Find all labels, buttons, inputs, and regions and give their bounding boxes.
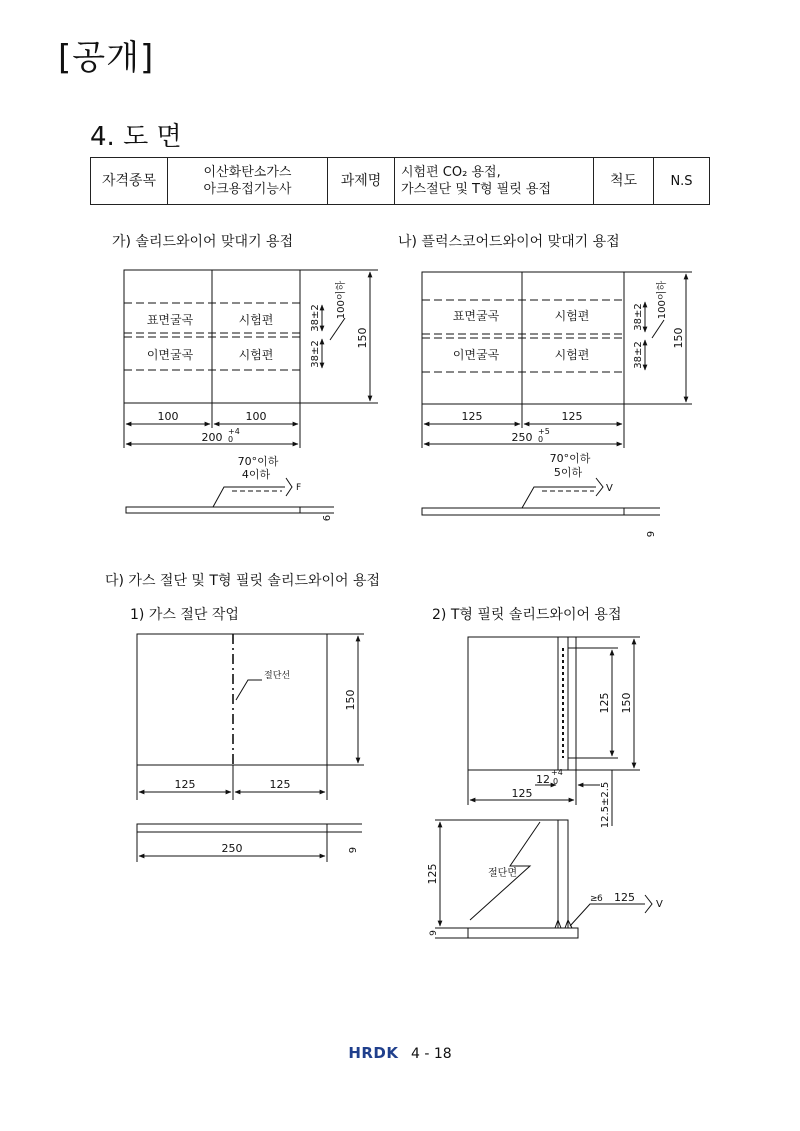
c2-fillet-prefix: ≥	[590, 894, 598, 904]
drawing-c1	[137, 634, 364, 862]
c1-dim-150: 150	[344, 689, 357, 711]
plate-c2-outline	[468, 637, 576, 770]
c1-dim-125-left: 125	[174, 778, 196, 791]
drawing-b-labels	[453, 280, 685, 537]
b-specimen-label-1: 시험편	[554, 309, 590, 323]
c2-dim-125-base: 125	[511, 787, 533, 800]
a-symbol: F	[296, 483, 302, 493]
b-dim-125-left: 125	[461, 410, 483, 423]
leader-a-weld	[213, 487, 285, 507]
qual-value-line-1: 이산화탄소가스	[203, 165, 292, 180]
plate-a-side	[126, 507, 300, 513]
plate-c1-outline	[137, 634, 327, 765]
a-dim-below-100: 100이하	[336, 280, 347, 320]
c1-thickness: 9	[348, 846, 359, 854]
leader-c2-fillet	[570, 904, 645, 926]
subtitle-c: 다) 가스 절단 및 T형 필릿 솔리드와이어 용접	[105, 573, 381, 589]
subtitle-b: 나) 플럭스코어드와이어 맞대기 용접	[398, 234, 620, 250]
plate-c2-web-side	[558, 820, 568, 928]
drawing-a-labels	[147, 280, 369, 521]
b-specimen-label-2: 시험편	[554, 348, 590, 362]
c1-cut-line-label: 절단선	[264, 671, 291, 681]
plate-c1-side	[137, 824, 327, 832]
a-dim-100-right: 100	[245, 410, 267, 423]
subtitle-c1: 1) 가스 절단 작업	[130, 607, 239, 623]
b-tol-zero: 0	[538, 435, 544, 444]
c2-dim-12: 12	[536, 773, 550, 786]
b-dim-125-right: 125	[561, 410, 583, 423]
page-number: 4 - 18	[410, 1046, 452, 1062]
plate-c2-base-side	[468, 928, 578, 938]
a-face-bend-label: 표면굴곡	[146, 313, 194, 327]
a-specimen-label-1: 시험편	[238, 313, 274, 327]
a-gap: 4이하	[241, 468, 271, 481]
a-back-bend-label: 이면굴곡	[146, 348, 194, 362]
b-dim-38-top: 38±2	[633, 303, 644, 331]
b-thickness: 9	[646, 530, 657, 538]
leader-c1-cut	[236, 680, 262, 700]
document-header: [공개]	[58, 38, 155, 78]
a-dim-100-left: 100	[157, 410, 179, 423]
a-specimen-label-2: 시험편	[238, 348, 274, 362]
b-gap: 5이하	[553, 466, 583, 479]
c2-dim-12-5: 12.5±2.5	[600, 781, 611, 829]
b-dim-250: 250	[511, 431, 533, 444]
a-dim-38-bottom: 38±2	[310, 340, 321, 368]
c2-dim-150: 150	[620, 692, 633, 714]
c2-tol-zero: 0	[553, 777, 559, 786]
hrdk-logo: HRDK	[348, 1044, 399, 1062]
b-dim-150: 150	[672, 327, 685, 349]
c2-fillet-length: 125	[614, 891, 635, 904]
task-value-line-1: 시험편 CO₂ 용접,	[401, 165, 501, 180]
page-footer	[0, 1044, 800, 1062]
a-tol-plus: +4	[228, 427, 240, 436]
scale-value: N.S	[654, 158, 710, 205]
c1-dim-250: 250	[221, 842, 243, 855]
plate-b-side	[422, 508, 624, 515]
qual-label: 자격종목	[91, 158, 168, 205]
leader-b-weld	[522, 487, 596, 508]
leader-b-100	[652, 320, 664, 338]
drawing-c2-labels	[426, 693, 663, 936]
tail-c2-symbol	[645, 895, 652, 913]
b-symbol: V	[606, 483, 613, 494]
b-dim-38-bottom: 38±2	[633, 341, 644, 369]
tail-a-symbol	[286, 478, 292, 496]
c2-dim-125: 125	[598, 692, 611, 714]
a-dim-150: 150	[356, 327, 369, 349]
drawing-c1-labels	[175, 669, 360, 855]
a-thickness: 6	[322, 514, 333, 522]
c2-symbol: V	[656, 899, 663, 910]
c2-dim-125-height: 125	[426, 863, 439, 885]
a-dim-38-top: 38±2	[310, 304, 321, 332]
leader-a-100	[330, 318, 345, 340]
b-back-bend-label: 이면굴곡	[452, 348, 500, 362]
a-dim-200: 200	[201, 431, 223, 444]
c2-tol-plus: +4	[551, 768, 563, 777]
scale-label: 척도	[594, 158, 654, 205]
qual-value-line-2: 아크용접기능사	[203, 182, 292, 197]
tail-b-symbol	[596, 478, 603, 496]
c2-fillet-size: 6	[597, 894, 603, 904]
b-tol-plus: +5	[538, 427, 550, 436]
task-label: 과제명	[328, 158, 395, 205]
b-angle: 70°이하	[549, 452, 591, 465]
task-value-line-2: 가스절단 및 T형 필릿 용접	[401, 182, 552, 197]
subtitle-a: 가) 솔리드와이어 맞대기 용접	[112, 234, 294, 250]
c2-cut-line-label: 절단면	[488, 868, 517, 879]
b-face-bend-label: 표면굴곡	[452, 309, 500, 323]
c1-dim-125-right: 125	[269, 778, 291, 791]
section-title: 4. 도 면	[90, 122, 182, 152]
c2-dim-9: 9	[429, 930, 439, 936]
b-dim-below-100: 100이하	[657, 280, 668, 320]
a-angle: 70°이하	[237, 455, 279, 468]
subtitle-c2: 2) T형 필릿 솔리드와이어 용접	[432, 607, 622, 623]
a-tol-zero: 0	[228, 435, 234, 444]
